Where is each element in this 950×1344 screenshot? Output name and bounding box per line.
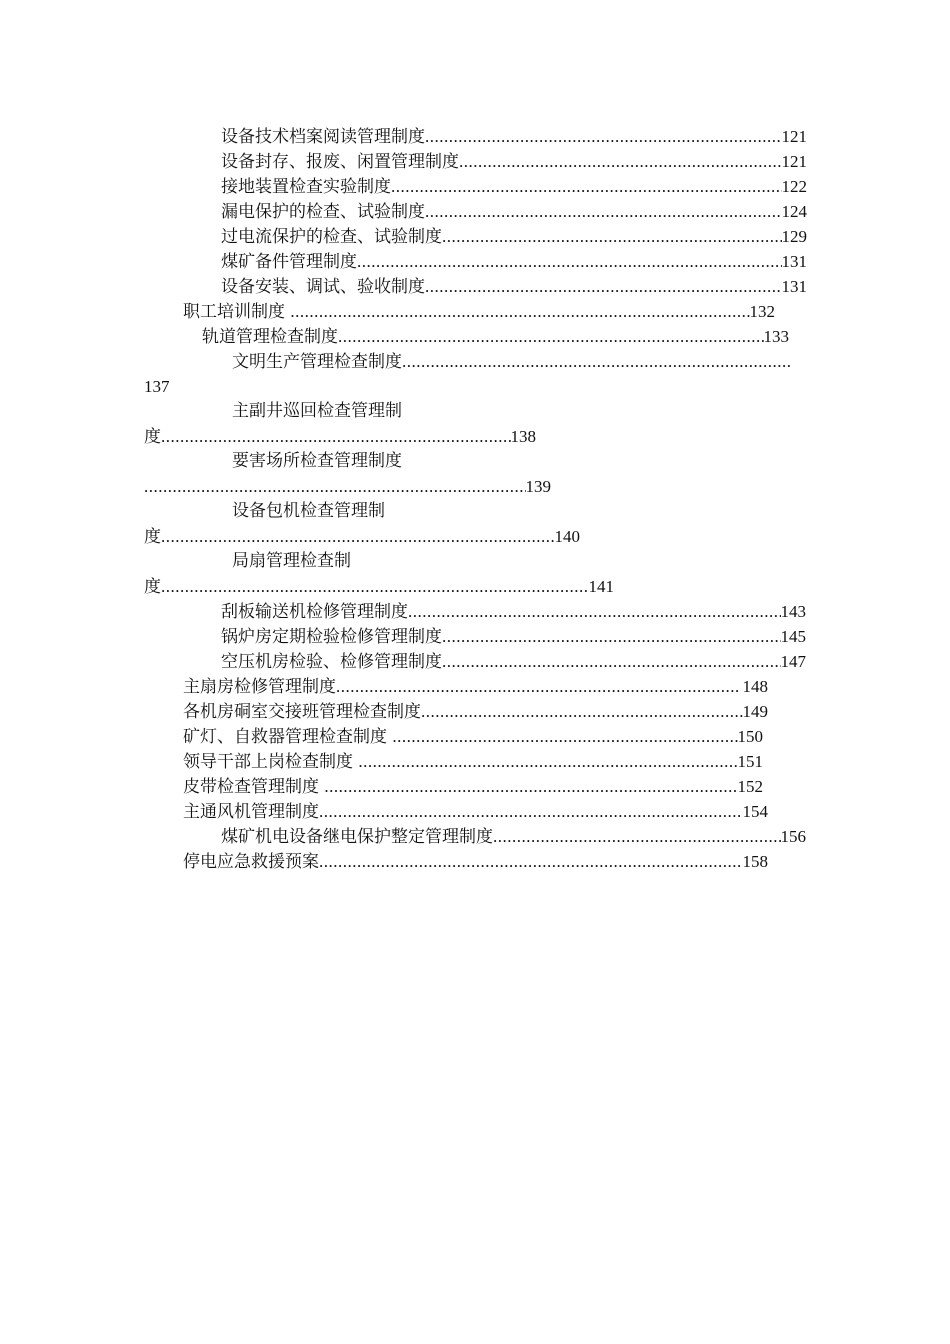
toc-line xyxy=(0,349,950,374)
toc-line xyxy=(0,249,950,274)
toc-entry-title: 设备封存、报废、闲置管理制度 xyxy=(221,152,459,172)
toc-entry xyxy=(144,424,536,450)
toc-entry-title-cont: 度 xyxy=(144,527,161,547)
toc-entry-page: 131 xyxy=(781,277,807,296)
toc-entry-page: 158 xyxy=(742,852,768,871)
toc-line xyxy=(0,474,950,499)
toc-entry-title: 漏电保护的检查、试验制度 xyxy=(221,202,425,222)
toc-entry-title: 要害场所检查管理制度 xyxy=(232,451,402,471)
toc-entry-page: 151 xyxy=(737,752,763,771)
dot-leader xyxy=(336,674,738,699)
toc-entry-title-cont: 度 xyxy=(144,577,161,597)
toc-line xyxy=(0,324,950,349)
dot-leader xyxy=(161,574,589,599)
dot-leader xyxy=(324,774,737,799)
toc-entry-page: 121 xyxy=(781,127,807,146)
toc-line xyxy=(0,124,950,149)
toc-line xyxy=(0,524,950,549)
dot-leader xyxy=(358,749,737,774)
toc-line xyxy=(0,149,950,174)
toc-entry-title: 刮板输送机检修管理制度 xyxy=(221,602,408,622)
toc-entry-page: 133 xyxy=(763,327,789,346)
toc-entry-page: 131 xyxy=(781,252,807,271)
toc-entry-page: 145 xyxy=(780,627,806,646)
dot-leader xyxy=(357,249,782,274)
dot-leader xyxy=(425,274,782,299)
dot-leader xyxy=(425,199,782,224)
toc-line xyxy=(0,274,950,299)
toc-line xyxy=(0,199,950,224)
toc-line xyxy=(0,299,950,324)
dot-leader xyxy=(421,699,743,724)
toc-entry-title: 皮带检查管理制度 xyxy=(183,777,325,797)
toc-entry xyxy=(221,624,806,650)
toc-line xyxy=(0,174,950,199)
dot-leader xyxy=(144,474,526,499)
toc-entry-page: 124 xyxy=(781,202,807,221)
toc-line xyxy=(0,799,950,824)
toc-entry xyxy=(183,674,768,700)
dot-leader xyxy=(459,149,782,174)
toc-line xyxy=(0,774,950,799)
toc-entry xyxy=(183,699,768,725)
toc-entry-page: 152 xyxy=(737,777,763,796)
dot-leader xyxy=(319,799,743,824)
toc-entry xyxy=(221,649,806,675)
toc-entry-title: 停电应急救援预案 xyxy=(183,852,319,872)
toc-line xyxy=(0,649,950,674)
toc-entry-title: 过电流保护的检查、试验制度 xyxy=(221,227,442,247)
toc-entry-page: 132 xyxy=(749,302,775,321)
toc-line xyxy=(0,399,950,424)
toc-entry-title: 设备安装、调试、验收制度 xyxy=(221,277,425,297)
toc-entry-title: 设备技术档案阅读管理制度 xyxy=(221,127,425,147)
toc-entry xyxy=(183,724,763,750)
toc-line xyxy=(0,599,950,624)
toc-entry-page: 138 xyxy=(510,427,536,446)
toc-entry-title: 矿灯、自救器管理检查制度 xyxy=(183,727,393,747)
toc-entry xyxy=(221,599,806,625)
toc-entry-title: 主通风机管理制度 xyxy=(183,802,319,822)
toc-entry xyxy=(221,149,807,175)
toc-entry-title: 设备包机检查管理制 xyxy=(232,501,385,521)
toc-entry-page: 139 xyxy=(525,477,551,496)
toc-entry-page: 141 xyxy=(588,577,614,596)
dot-leader xyxy=(442,624,781,649)
toc-line xyxy=(0,749,950,774)
toc-entry-title: 主副井巡回检查管理制 xyxy=(232,401,402,421)
toc-entry-page: 121 xyxy=(781,152,807,171)
toc-entry-title: 文明生产管理检查制度 xyxy=(232,352,402,372)
toc-entry xyxy=(221,824,806,850)
toc-line xyxy=(0,424,950,449)
toc-entry xyxy=(144,474,551,499)
dot-leader xyxy=(319,849,743,874)
toc-entry-page: 137 xyxy=(144,377,170,396)
dot-leader xyxy=(392,724,737,749)
toc-entry xyxy=(221,174,807,200)
toc-entry-title: 局扇管理检查制 xyxy=(232,551,351,571)
toc-entry-page: 140 xyxy=(554,527,580,546)
toc-line xyxy=(0,574,950,599)
dot-leader xyxy=(442,649,781,674)
dot-leader xyxy=(391,174,782,199)
toc-entry-page: 149 xyxy=(742,702,768,721)
dot-leader xyxy=(338,324,764,349)
table-of-contents xyxy=(0,124,950,874)
toc-line xyxy=(0,374,950,399)
toc-entry xyxy=(202,324,789,350)
dot-leader xyxy=(442,224,782,249)
dot-leader xyxy=(493,824,781,849)
toc-entry-title: 主扇房检修管理制度 xyxy=(183,677,336,697)
toc-entry xyxy=(144,574,614,600)
toc-entry-title: 煤矿机电设备继电保护整定管理制度 xyxy=(221,827,493,847)
toc-entry-title: 各机房硐室交接班管理检查制度 xyxy=(183,702,421,722)
toc-entry-title: 接地装置检查实验制度 xyxy=(221,177,391,197)
toc-entry-title: 锅炉房定期检验检修管理制度 xyxy=(221,627,442,647)
toc-entry xyxy=(183,299,775,325)
toc-entry-title: 轨道管理检查制度 xyxy=(202,327,338,347)
toc-line xyxy=(0,724,950,749)
toc-entry-page: 154 xyxy=(742,802,768,821)
dot-leader xyxy=(408,599,781,624)
toc-entry-title: 职工培训制度 xyxy=(183,302,291,322)
toc-entry xyxy=(183,849,768,875)
dot-leader xyxy=(290,299,749,324)
toc-entry-title: 领导干部上岗检查制度 xyxy=(183,752,359,772)
toc-line xyxy=(0,699,950,724)
toc-entry-title: 煤矿备件管理制度 xyxy=(221,252,357,272)
dot-leader xyxy=(425,124,782,149)
toc-entry-page: 129 xyxy=(781,227,807,246)
toc-entry xyxy=(183,749,763,775)
toc-line xyxy=(0,549,950,574)
toc-entry xyxy=(221,224,807,250)
toc-entry-page: 148 xyxy=(738,677,768,696)
toc-line xyxy=(0,224,950,249)
toc-line xyxy=(0,624,950,649)
dot-leader xyxy=(161,424,511,449)
toc-line xyxy=(0,449,950,474)
toc-line xyxy=(0,674,950,699)
toc-line xyxy=(0,499,950,524)
toc-entry xyxy=(221,124,807,150)
toc-entry xyxy=(183,799,768,825)
toc-entry xyxy=(221,199,807,225)
toc-entry xyxy=(232,349,792,375)
toc-entry-page: 122 xyxy=(781,177,807,196)
toc-entry-page: 156 xyxy=(780,827,806,846)
toc-entry xyxy=(221,249,807,275)
toc-entry-page: 143 xyxy=(780,602,806,621)
toc-entry xyxy=(183,774,763,800)
toc-line xyxy=(0,849,950,874)
toc-entry-title-cont: 度 xyxy=(144,427,161,447)
toc-entry-page: 147 xyxy=(780,652,806,671)
dot-leader xyxy=(402,349,792,374)
toc-entry xyxy=(144,524,580,550)
toc-entry xyxy=(221,274,807,300)
dot-leader xyxy=(161,524,555,549)
toc-entry-page: 150 xyxy=(737,727,763,746)
toc-entry-title: 空压机房检验、检修管理制度 xyxy=(221,652,442,672)
toc-line xyxy=(0,824,950,849)
